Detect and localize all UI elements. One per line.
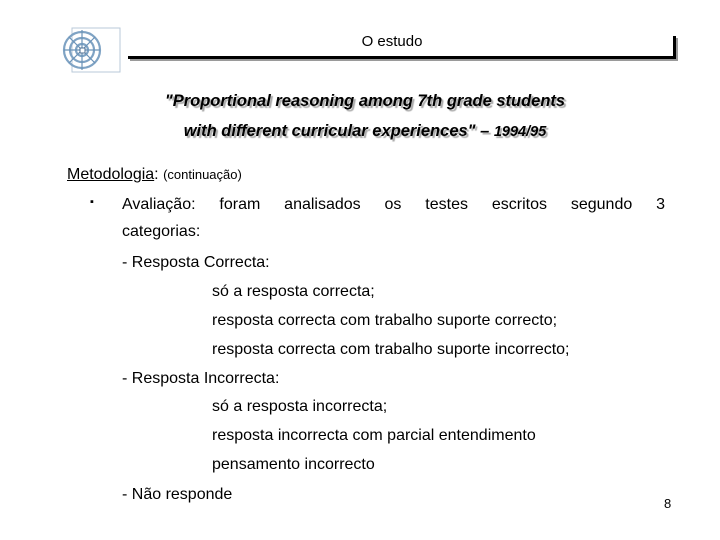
- category-correct-label: - Resposta Correcta:: [122, 254, 270, 271]
- section-subtitle: (continuação): [163, 167, 242, 182]
- slide-title-line-2-text: with different curricular experiences" –: [183, 122, 490, 140]
- square-bullet-icon: ▪: [90, 196, 94, 208]
- category-incorrect-item: resposta incorrecta com parcial entendimento: [212, 427, 536, 444]
- category-correct-item: resposta correcta com trabalho suporte correcto;: [212, 312, 558, 329]
- bullet-text: Avaliação: foram analisados os testes escritos segundo 3: [122, 196, 665, 213]
- bullet-text-continuation: categorias:: [122, 223, 201, 240]
- category-no-answer-label: - Não responde: [122, 486, 233, 503]
- category-correct-item: resposta correcta com trabalho suporte incorrecto;: [212, 341, 570, 358]
- page-number: 8: [664, 496, 672, 511]
- slide-title: [0, 86, 720, 147]
- category-incorrect-label: - Resposta Incorrecta:: [122, 370, 280, 387]
- category-correct-item: só a resposta correcta;: [212, 283, 375, 300]
- section-heading-text: Metodologia: [67, 166, 155, 183]
- category-incorrect-item: pensamento incorrecto: [212, 456, 375, 473]
- section-heading: [67, 166, 242, 184]
- slide-title-years: 1994/95: [493, 124, 547, 140]
- slide-title-line-2: [0, 116, 720, 147]
- category-incorrect-item: só a resposta incorrecta;: [212, 398, 388, 415]
- slide-title-line-1: "Proportional reasoning among 7th grade students: [164, 92, 566, 110]
- header-title: O estudo: [361, 33, 423, 50]
- header-rule: [128, 56, 674, 59]
- section-heading-colon: :: [154, 166, 164, 183]
